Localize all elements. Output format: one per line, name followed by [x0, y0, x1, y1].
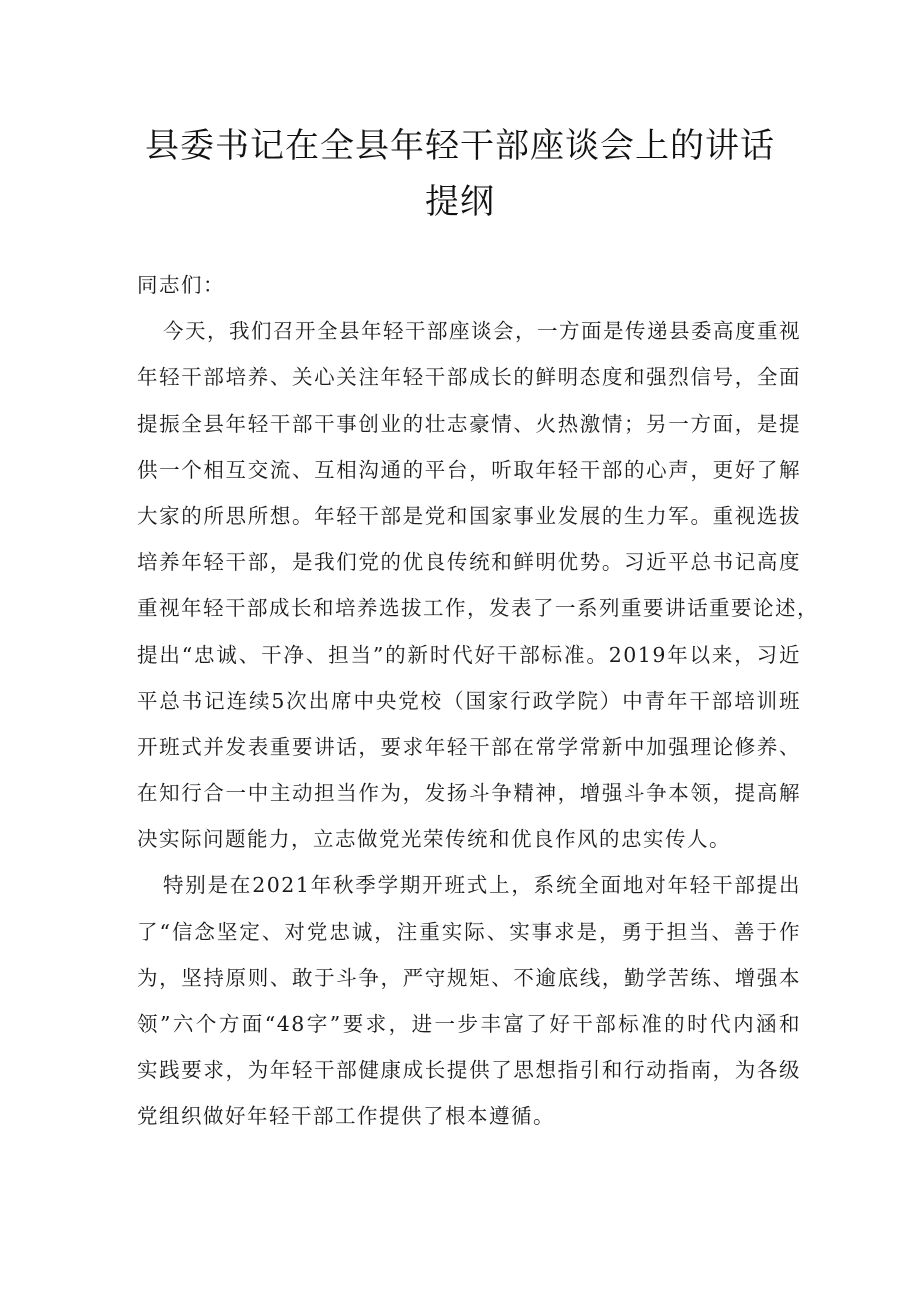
paragraph-line: 实践要求，为年轻干部健康成长提供了思想指引和行动指南，为各级 — [137, 1058, 801, 1083]
document-body — [137, 262, 819, 1140]
paragraph-line: 年轻干部培养、关心关注年轻干部成长的鲜明态度和强烈信号，全面 — [137, 365, 801, 390]
paragraph-line: 领”六个方面“48字”要求，进一步丰富了好干部标准的时代内涵和 — [137, 1012, 801, 1036]
title-line-2: 提纲 — [425, 182, 495, 222]
paragraph-line: 今天，我们召开全县年轻干部座谈会，一方面是传递县委高度重视 — [163, 319, 801, 344]
paragraph-line: 提振全县年轻干部干事创业的壮志豪情、火热激情；另一方面，是提 — [137, 411, 801, 436]
paragraph-line: 提出“忠诚、干净、担当”的新时代好干部标准。2019年以来，习近 — [137, 642, 801, 667]
paragraph-line: 在知行合一中主动担当作为，发扬斗争精神，增强斗争本领，提高解 — [137, 781, 801, 806]
paragraph-line: 特别是在2021年秋季学期开班式上，系统全面地对年轻干部提出 — [163, 873, 801, 898]
paragraph-line: 为，坚持原则、敢于斗争，严守规矩、不逾底线，勤学苦练、增强本 — [137, 965, 801, 990]
paragraph-line: 决实际问题能力，立志做党光荣传统和优良作风的忠实传人。 — [137, 827, 731, 852]
title-line-1: 县委书记在全县年轻干部座谈会上的讲话 — [145, 126, 775, 166]
paragraph-line: 开班式并发表重要讲话，要求年轻干部在常学常新中加强理论修养、 — [137, 734, 801, 759]
salutation: 同志们： — [137, 273, 225, 297]
paragraph-line: 重视年轻干部成长和培养选拔工作，发表了一系列重要讲话重要论述， — [137, 596, 819, 621]
document-title — [100, 118, 820, 230]
paragraph-line: 培养年轻干部，是我们党的优良传统和鲜明优势。习近平总书记高度 — [137, 550, 801, 575]
paragraph-1 — [137, 308, 819, 862]
paragraph-line: 平总书记连续5次出席中央党校（国家行政学院）中青年干部培训班 — [137, 688, 801, 713]
paragraph-line: 了“信念坚定、对党忠诚，注重实际、实事求是，勇于担当、善于作 — [137, 919, 801, 944]
paragraph-line: 供一个相互交流、互相沟通的平台，听取年轻干部的心声，更好了解 — [137, 457, 801, 482]
paragraph-2 — [137, 862, 801, 1139]
paragraph-line: 大家的所思所想。年轻干部是党和国家事业发展的生力军。重视选拔 — [137, 503, 801, 528]
paragraph-line: 党组织做好年轻干部工作提供了根本遵循。 — [137, 1104, 555, 1129]
